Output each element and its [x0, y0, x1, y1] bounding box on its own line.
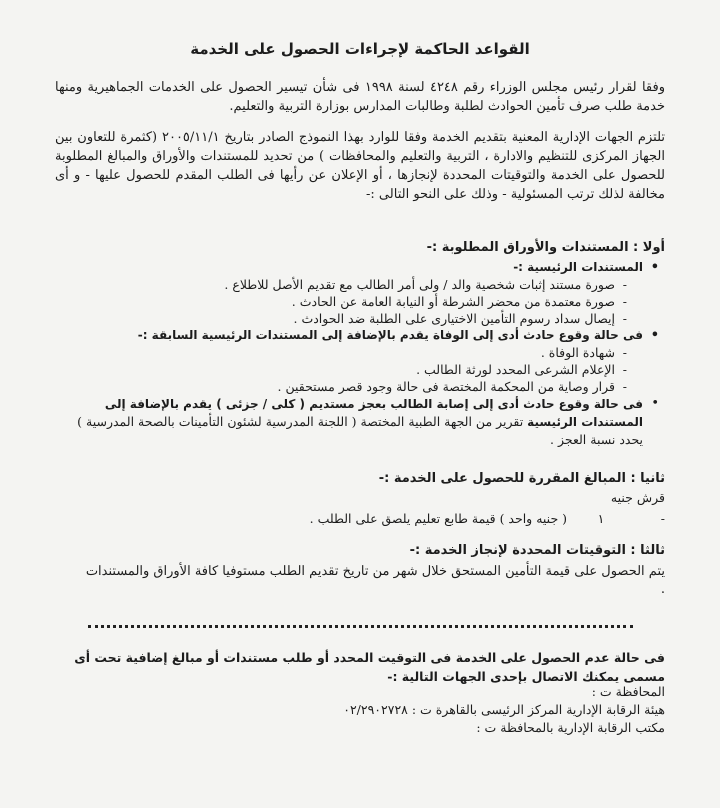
disability-case-item [55, 395, 665, 448]
fees-piasters-value: - [660, 511, 665, 526]
death-doc-item: - قرار وصاية من المحكمة المختصة فى حالة وجود قصر مستحقين . [55, 378, 665, 395]
main-doc-item: - صورة مستند إثبات شخصية والد / ولى أمر الطالب مع تقديم الأصل للاطلاع . [55, 276, 665, 293]
contact-line: المحافظة ت : [591, 684, 665, 699]
death-case-heading: • فى حالة وقوع حادث أدى إلى الوفاة يقدم بالإضافة إلى المستندات الرئيسية السابقة :- [55, 327, 665, 344]
main-doc-item: - إيصال سداد رسوم التأمين الاختيارى على الطلبة ضد الحوادث . [55, 310, 665, 327]
timing-text: يتم الحصول على قيمة التأمين المستحق خلال شهر من تاريخ تقديم الطلب مستوفيا كافة الأوراق والمستندات . [85, 564, 665, 597]
fees-pounds-value: ١ [597, 511, 605, 526]
documents-list [55, 259, 665, 448]
contact-list [55, 683, 665, 737]
main-docs-heading: • المستندات الرئيسية :- [55, 259, 665, 276]
fees-description: ( جنيه واحد ) قيمة طابع تعليم يلصق على الطلب . [309, 511, 568, 526]
death-doc-item: - الإعلام الشرعى المحدد لورثة الطالب . [55, 361, 665, 378]
contact-line: مكتب الرقابة الإدارية بالمحافظة ت : [476, 720, 665, 735]
main-doc-item: - صورة معتمدة من محضر الشرطة أو النيابة العامة عن الحادث . [55, 293, 665, 310]
contact-line: هيئة الرقابة الإدارية المركز الرئيسى بالقاهرة ت : ٠٢/٢٩٠٢٧٢٨ [343, 702, 665, 717]
fees-section-heading: ثانيا : المبالغ المقررة للحصول على الخدمة :- [378, 471, 665, 486]
document-title: القواعد الحاكمة لإجراءات الحصول على الخدمة [190, 40, 530, 58]
dotted-divider [88, 625, 633, 628]
contact-heading: فى حالة عدم الحصول على الخدمة فى التوقيت المحدد أو طلب مستندات أو مبالغ إضافية تحت أى مسمى يمكنك الاتصال بإحدى الجهات التالية :- [74, 650, 665, 684]
fees-columns-label: قرش جنيه [610, 490, 665, 505]
documents-section-heading: أولا : المستندات والأوراق المطلوبة :- [426, 240, 665, 255]
fees-row [55, 511, 665, 526]
timing-section-heading: ثالثا : التوقيتات المحددة لإنجاز الخدمة :- [409, 543, 665, 558]
intro-paragraph: وفقا لقرار رئيس مجلس الوزراء رقم ٤٢٤٨ لسنة ١٩٩٨ فى شأن تيسير الحصول على الخدمات الجماهيرية ومنها خدمة طلب صرف تأمين الحوادث لطلبة وطالبات المدارس بوزارة التربية والتعليم. [55, 80, 665, 114]
disability-case-text: تقرير من الجهة الطبية المختصة ( اللجنة المدرسية لشئون التأمينات بالصحة المدرسية ) يحدد نسبة العجز . [77, 414, 643, 447]
obligation-paragraph: تلتزم الجهات الإدارية المعنية بتقديم الخدمة وفقا للوارد بهذا النموذج الصادر بتاريخ ٢٠٠٥/١١/١ (كثمرة للتعاون بين الجهاز المركزى للتنظيم والادارة ، التربية والتعليم والمحافظات ) من تحديد للمستندات والأوراق والمبالغ المطلوبة للحصول على الخدمة والتوقيتات المحددة لإنجازها ، أو الإعلان عن رأيها فى الطلب المقدم للحصول عليها - و أى مخالفة لذلك ترتب المسئولية - وذلك على النحو التالى :- [55, 130, 666, 202]
death-doc-item: - شهادة الوفاة . [55, 344, 665, 361]
disability-case-heading: فى حالة وقوع حادث أدى إلى إصابة الطالب بعجز مستديم ( كلى / جزئى ) يقدم بالإضافة إلى المستندات الرئيسية [104, 397, 643, 429]
